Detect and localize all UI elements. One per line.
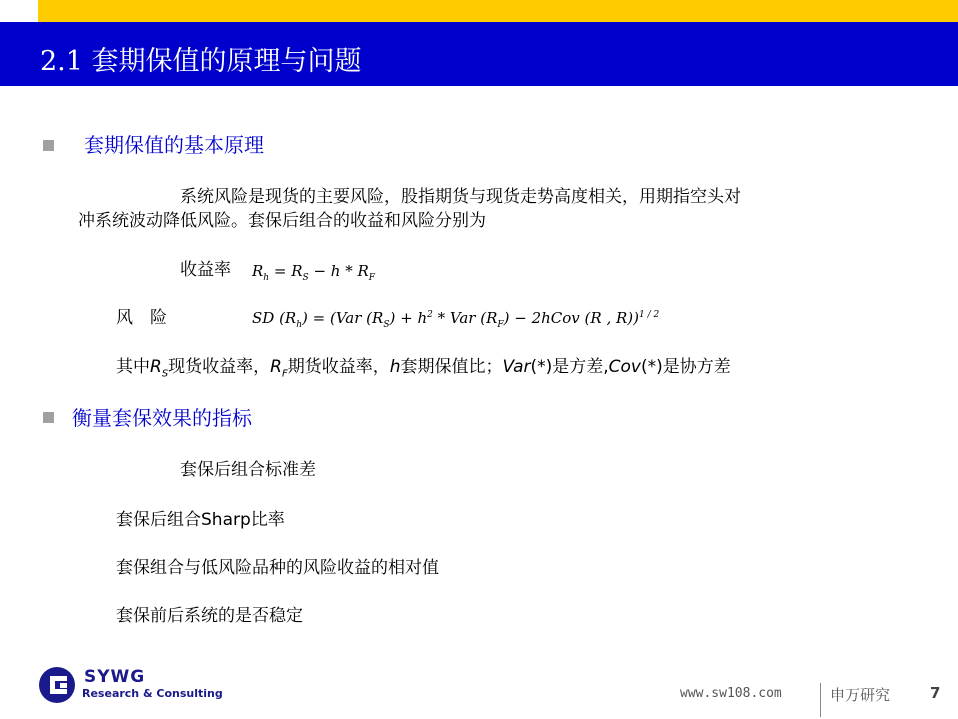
metric-item: 套保前后系统的是否稳定: [116, 606, 303, 626]
page-number: 7: [930, 684, 941, 702]
metric-item: 套保组合与低风险品种的风险收益的相对值: [116, 558, 439, 578]
return-label: 收益率: [180, 260, 231, 280]
footer-divider: [820, 683, 821, 717]
section-heading-principle: 套期保值的基本原理: [84, 133, 264, 157]
paragraph-line-1: 系统风险是现货的主要风险，股指期货与现货走势高度相关，用期指空头对: [180, 187, 741, 207]
risk-formula: SD $(R_h) = (Var$ $(R_S) + h^2$ * Var $(R_F)$ − 2hCov (R , R))$^{1 / 2}$: [252, 309, 660, 330]
bullet-square-icon: [43, 412, 54, 423]
logo-name: SYWG: [84, 667, 146, 687]
metric-item: 套保后组合标准差: [180, 460, 316, 480]
footer-url: www.sw108.com: [680, 686, 782, 701]
slide-title: 2.1 套期保值的原理与问题: [40, 46, 362, 77]
risk-label: 风 险: [116, 308, 167, 328]
metric-item: 套保后组合Sharp比率: [116, 510, 285, 530]
bullet-square-icon: [43, 140, 54, 151]
section-heading-metrics: 衡量套保效果的指标: [72, 406, 252, 430]
variable-note: 其中$R_S$现货收益率，$R_F$期货收益率，h套期保值比；Var(*)是方差,Cov(*)是协方差: [116, 357, 731, 380]
footer-org: 申万研究: [830, 686, 891, 704]
paragraph-line-2: 冲系统波动降低风险。套保后组合的收益和风险分别为: [78, 211, 486, 231]
logo-subtitle: Research & Consulting: [82, 687, 223, 700]
return-formula: $R_h = R_S - h * R_F$: [252, 262, 376, 283]
sywg-logo-icon: [38, 665, 78, 705]
accent-bar: [38, 0, 958, 22]
